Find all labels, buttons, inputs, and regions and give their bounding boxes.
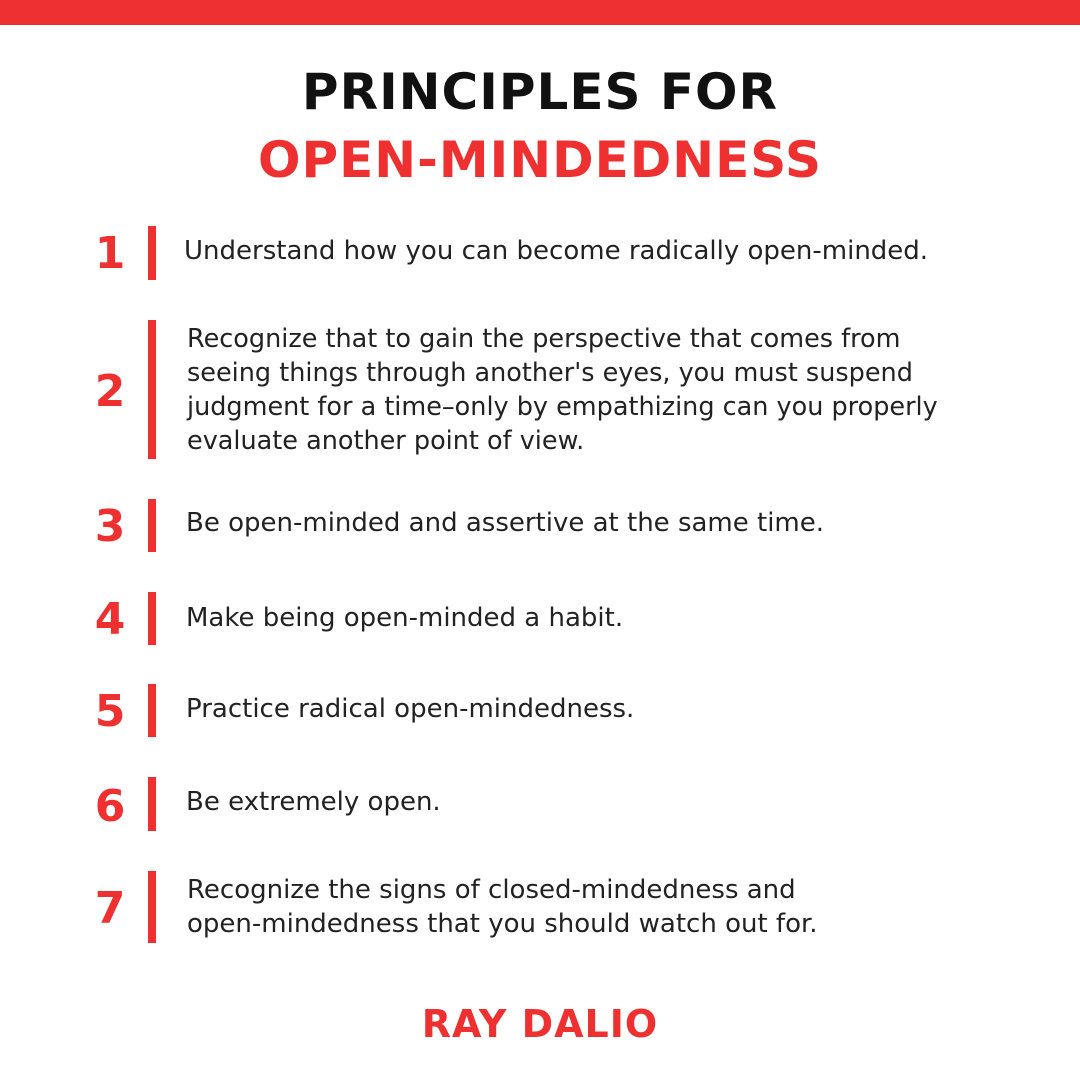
title-line-1: PRINCIPLES FOR [301,63,779,121]
principle-divider [148,592,156,645]
principle-number: 4 [94,594,126,645]
principle-text: Make being open-minded a habit. [186,603,624,633]
principle-text: Be extremely open. [186,787,441,817]
principle-text-line: seeing things through another's eyes, you must suspend [187,358,913,388]
principle-divider [148,871,156,943]
principle-divider [148,684,156,737]
principle-divider [148,777,156,831]
principle-divider [148,226,156,280]
principle-number: 7 [94,883,126,934]
principle-text-line: open-mindedness that you should watch out for. [187,909,818,939]
principle-divider [148,320,156,459]
author-name: RAY DALIO [421,1002,659,1046]
principle-number: 1 [94,228,126,279]
principle-text-line: judgment for a time–only by empathizing can you properly [187,392,938,422]
principle-text-line: Recognize the signs of closed-mindedness and [187,875,796,905]
principle-text: Understand how you can become radically open-minded. [184,236,929,266]
principle-divider [148,499,156,552]
principle-number: 5 [94,686,126,737]
principle-text-line: evaluate another point of view. [187,426,585,456]
title-line-2: OPEN-MINDEDNESS [257,131,823,189]
principle-number: 2 [94,366,126,417]
top-accent-bar [0,0,1080,25]
principle-text: Practice radical open-mindedness. [186,694,635,724]
principle-text: Be open-minded and assertive at the same time. [186,508,825,538]
principle-number: 3 [94,501,126,552]
principle-number: 6 [94,781,126,832]
principle-text-line: Recognize that to gain the perspective that comes from [187,324,901,354]
